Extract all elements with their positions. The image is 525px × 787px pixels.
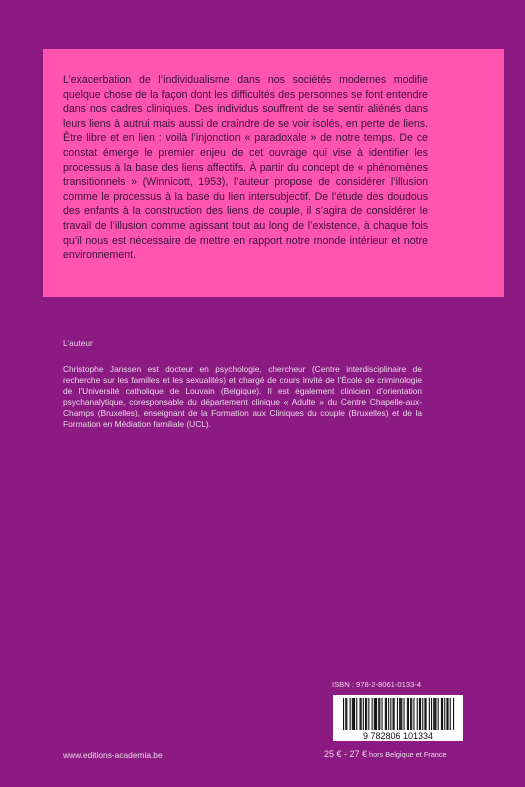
barcode-bar [426, 698, 427, 730]
barcode-bar [424, 698, 425, 730]
barcode-bar [390, 698, 391, 730]
barcode-bar [422, 698, 423, 730]
barcode-bar [360, 698, 361, 730]
barcode-bar [417, 698, 418, 730]
barcode-bar [404, 698, 405, 730]
author-bio: Christophe Janssen est docteur en psychologie, chercheur (Centre interdisciplinaire de recherche sur les familles et les sexualités) et chargé de cours invité de l’École de criminologie de l’Université catholique de Louvain (Belgique). Il est également clinicien d’orientation psychanalytique, coresponsable du département clinique « Adulte » du Centre Chapelle-aux-Champs (Bruxelles), enseignant de la Formation aux Cliniques du couple (Bruxelles) et de la Formation en Médiation familiale (UCL). [63, 364, 422, 430]
barcode-graphic [333, 695, 463, 741]
barcode-bar [434, 698, 435, 730]
barcode-bar [435, 698, 436, 730]
barcode-bar [382, 698, 383, 730]
barcode-bar [431, 698, 432, 730]
barcode-bar [353, 698, 354, 730]
price-note: hors Belgique et France [367, 750, 447, 759]
barcode-bar [400, 698, 401, 730]
barcode-bar [413, 698, 414, 730]
barcode-bar [363, 698, 364, 730]
barcode-bar [345, 698, 346, 730]
barcode-bar [343, 698, 344, 730]
barcode-bar [365, 698, 366, 730]
barcode-bar [411, 698, 412, 730]
barcode-bar [420, 698, 421, 730]
barcode-bar [453, 698, 454, 730]
price [324, 749, 447, 759]
barcode-bar [419, 698, 420, 730]
barcode-bar [442, 698, 443, 730]
barcode-bar [399, 698, 400, 730]
barcode [333, 695, 463, 741]
barcode-bar [375, 698, 376, 730]
barcode-bar [374, 698, 375, 730]
publisher-website: www.editions-academia.be [63, 750, 163, 760]
barcode-bar [346, 698, 347, 730]
barcode-bar [444, 698, 445, 730]
barcode-bar [441, 698, 442, 730]
barcode-bar [356, 698, 357, 730]
barcode-bar [361, 698, 362, 730]
barcode-bar [376, 698, 377, 730]
barcode-bar [401, 698, 402, 730]
barcode-bar [450, 698, 451, 730]
isbn-label: ISBN : 978-2-8061-0133-4 [332, 680, 422, 689]
barcode-bar [448, 698, 449, 730]
barcode-bar [366, 698, 367, 730]
barcode-bar [378, 698, 379, 730]
barcode-bar [352, 698, 353, 730]
back-cover-blurb: L’exacerbation de l’individualisme dans nos sociétés modernes modifie quelque chose de la façon dont les difficultés des personnes se font entendre dans nos cadres cliniques. Des individus souffrent de se sentir aliénés dans leurs liens à autrui mais aussi de craindre de se voir isolés, en perte de liens. Être libre et en lien : voilà l’injonction « paradoxale » de notre temps. De ce constat émerge le premier enjeu de cet ouvrage qui vise à identifier les processus à la base des liens affectifs. À partir du concept de « phénomènes transitionnels » (Winnicott, 1953), l’auteur propose de considérer l’illusion comme le processus à la base du lien intersubjectif. De l’étude des doudous des enfants à la construction des liens de couple, il s’agira de considérer le travail de l’illusion comme agissant tout au long de l’existence, à chaque fois qu’il nous est nécessaire de mettre en rapport notre monde intérieur et notre environnement. [63, 74, 428, 262]
barcode-bar [354, 698, 355, 730]
barcode-bar [394, 698, 395, 730]
price-main: 25 € - 27 € [324, 749, 368, 759]
barcode-bar [397, 698, 398, 730]
barcode-bar [372, 698, 373, 730]
barcode-bar [433, 698, 434, 730]
barcode-bar [385, 698, 386, 730]
barcode-bar [410, 698, 411, 730]
barcode-bar [379, 698, 380, 730]
barcode-bar [350, 698, 351, 730]
author-heading: L’auteur [63, 338, 93, 348]
barcode-bar [438, 698, 439, 730]
barcode-bar [393, 698, 394, 730]
barcode-bar [408, 698, 409, 730]
barcode-bar [388, 698, 389, 730]
barcode-bar [446, 698, 447, 730]
barcode-bar [386, 698, 387, 730]
barcode-bar [429, 698, 430, 730]
barcode-digits: 9 782806 101334 [362, 731, 434, 741]
barcode-bar [368, 698, 369, 730]
barcode-bar [407, 698, 408, 730]
